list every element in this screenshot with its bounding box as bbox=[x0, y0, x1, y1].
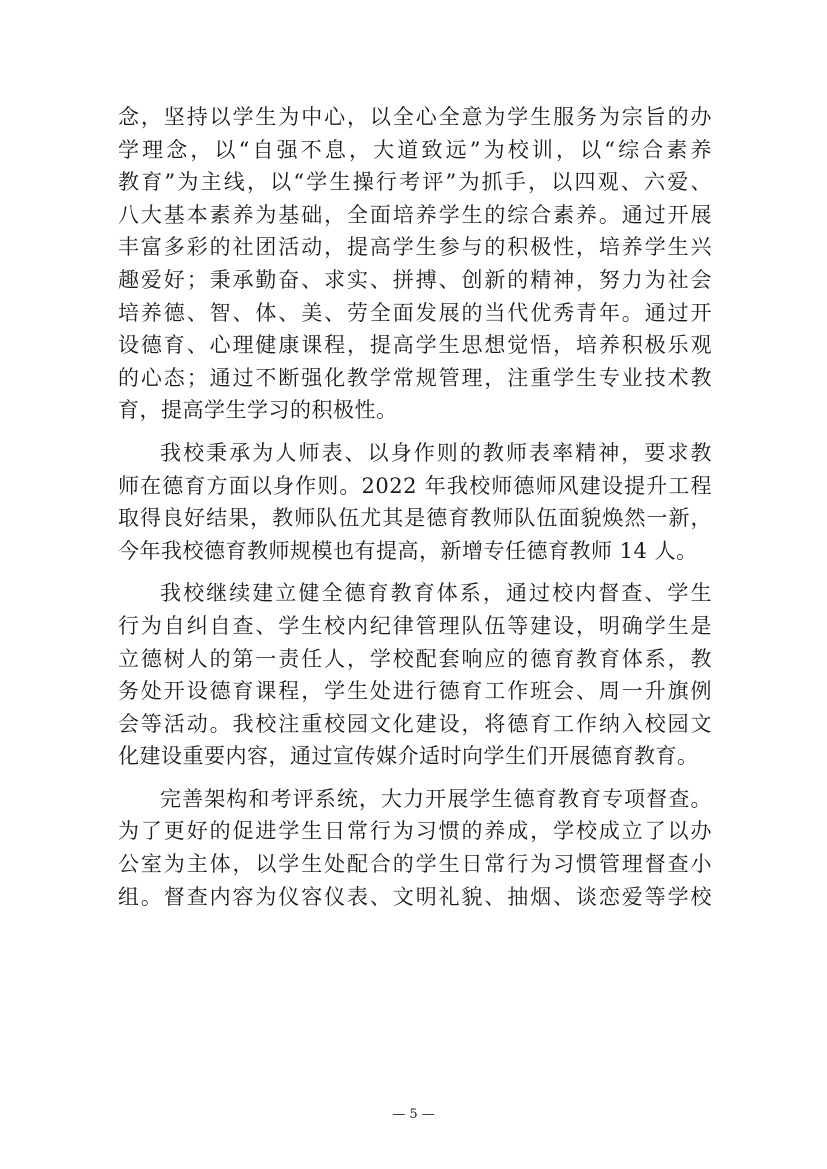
paragraph-3 bbox=[118, 577, 712, 773]
text-line: 我校秉承为人师表、以身作则的教师表率精神，要求教 bbox=[160, 440, 712, 465]
body-text bbox=[118, 101, 712, 913]
text-line: 取得良好结果，教师队伍尤其是德育教师队伍面貌焕然一新， bbox=[118, 506, 712, 531]
text-line: 培养德、智、体、美、劳全面发展的当代优秀青年。通过开 bbox=[118, 300, 712, 325]
paragraph-gap bbox=[118, 567, 712, 577]
text-line: 我校继续建立健全德育教育体系，通过校内督查、学生 bbox=[160, 581, 712, 606]
text-line: 为了更好的促进学生日常行为习惯的养成，学校成立了以办 bbox=[118, 819, 712, 844]
text-line: 行为自纠自查、学生校内纪律管理队伍等建设，明确学生是 bbox=[118, 613, 712, 638]
text-line: 公室为主体，以学生处配合的学生日常行为习惯管理督查小 bbox=[118, 852, 712, 877]
paragraph-4 bbox=[118, 783, 712, 913]
text-line: 趣爱好；秉承勤奋、求实、拼搏、创新的精神，努力为社会 bbox=[118, 267, 712, 292]
paragraph-1 bbox=[118, 101, 712, 427]
text-line: 组。督查内容为仪容仪表、文明礼貌、抽烟、谈恋爱等学校 bbox=[118, 884, 712, 909]
text-line: 念，坚持以学生为中心，以全心全意为学生服务为宗旨的办 bbox=[118, 105, 712, 129]
text-line: 完善架构和考评系统，大力开展学生德育教育专项督查。 bbox=[160, 786, 712, 811]
text-line: 会等活动。我校注重校园文化建设，将德育工作纳入校园文 bbox=[118, 711, 712, 736]
text-line: 化建设重要内容，通过宣传媒介适时向学生们开展德育教育。 bbox=[118, 744, 699, 769]
text-line: 师在德育方面以身作则。2022 年我校师德师风建设提升工程 bbox=[118, 473, 712, 498]
text-line: 育，提高学生学习的积极性。 bbox=[118, 398, 398, 423]
page-number: — 5 — bbox=[392, 1107, 435, 1122]
text-line: 丰富多彩的社团活动，提高学生参与的积极性，培养学生兴 bbox=[118, 235, 712, 260]
text-line: 今年我校德育教师规模也有提高，新增专任德育教师 14 人。 bbox=[118, 538, 698, 563]
text-line: 务处开设德育课程，学生处进行德育工作班会、周一升旗例 bbox=[118, 679, 712, 704]
text-line: 学理念，以“自强不息，大道致远”为校训，以“综合素养 bbox=[118, 137, 712, 162]
paragraph-gap bbox=[118, 773, 712, 783]
paragraph-2 bbox=[118, 437, 712, 567]
paragraph-gap bbox=[118, 427, 712, 437]
text-line: 立德树人的第一责任人，学校配套响应的德育教育体系，教 bbox=[118, 646, 712, 671]
text-line: 教育”为主线，以“学生操行考评”为抓手，以四观、六爱、 bbox=[118, 170, 712, 195]
text-line: 八大基本素养为基础，全面培养学生的综合素养。通过开展 bbox=[118, 202, 712, 227]
text-line: 设德育、心理健康课程，提高学生思想觉悟，培养积极乐观 bbox=[118, 333, 712, 358]
text-line: 的心态；通过不断强化教学常规管理，注重学生专业技术教 bbox=[118, 365, 712, 390]
